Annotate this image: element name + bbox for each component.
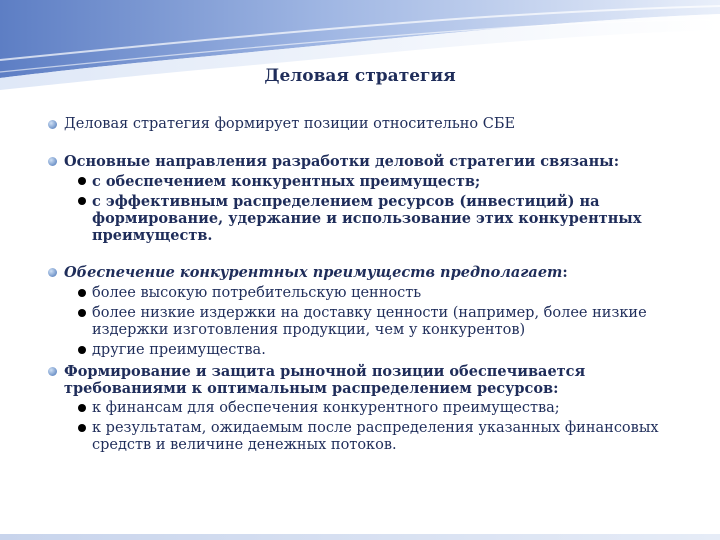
list-item [48,420,688,454]
list-item [48,342,688,359]
bullet-icon [78,346,86,354]
paragraph-2 [48,153,688,170]
list-item [48,400,688,417]
paragraph-3 [48,264,688,282]
list-item [48,193,688,244]
paragraph-3-colon: : [562,264,568,281]
list-item-text: к результатам, ожидаемым после распределения указанных финансовых средств и величине денежных потоков. [92,420,659,453]
list-item-text: более высокую потребительскую ценность [92,285,422,301]
bullet-icon [78,177,86,185]
footer-bar [0,534,720,540]
bullet-icon [78,309,86,317]
paragraph-2-text: Основные направления разработки деловой стратегии связаны: [64,153,620,170]
bullet-icon [48,120,57,129]
bullet-icon [78,404,86,412]
paragraph-4 [48,363,688,397]
list-item-text: более низкие издержки на доставку ценности (например, более низкие издержки изготовления продукции, чем у конкурентов) [92,305,647,338]
bullet-icon [78,197,86,205]
header-swoosh-decoration [0,0,720,110]
list-item-text: с эффективным распределением ресурсов (инвестиций) на формирование, удержание и использование этих конкурентных преимуществ. [92,193,642,244]
paragraph-1-text: Деловая стратегия формирует позиции относительно СБЕ [64,116,516,132]
list-item-text: к финансам для обеспечения конкурентного преимущества; [92,400,560,416]
bullet-icon [48,157,57,166]
bullet-icon [78,289,86,297]
list-item-text: другие преимущества. [92,342,266,358]
bullet-icon [48,268,57,277]
paragraph-1 [48,116,688,133]
list-item [48,173,688,190]
paragraph-4-text: Формирование и защита рыночной позиции обеспечивается требованиями к оптимальным распределением ресурсов: [64,363,586,397]
list-item-text: с обеспечением конкурентных преимуществ; [92,173,481,190]
list-item [48,285,688,302]
slide-body [48,116,688,454]
slide-title: Деловая стратегия [264,66,456,86]
bullet-icon [78,424,86,432]
list-item [48,305,688,339]
bullet-icon [48,367,57,376]
paragraph-3-lead: Обеспечение конкурентных преимуществ предполагает [64,264,563,281]
